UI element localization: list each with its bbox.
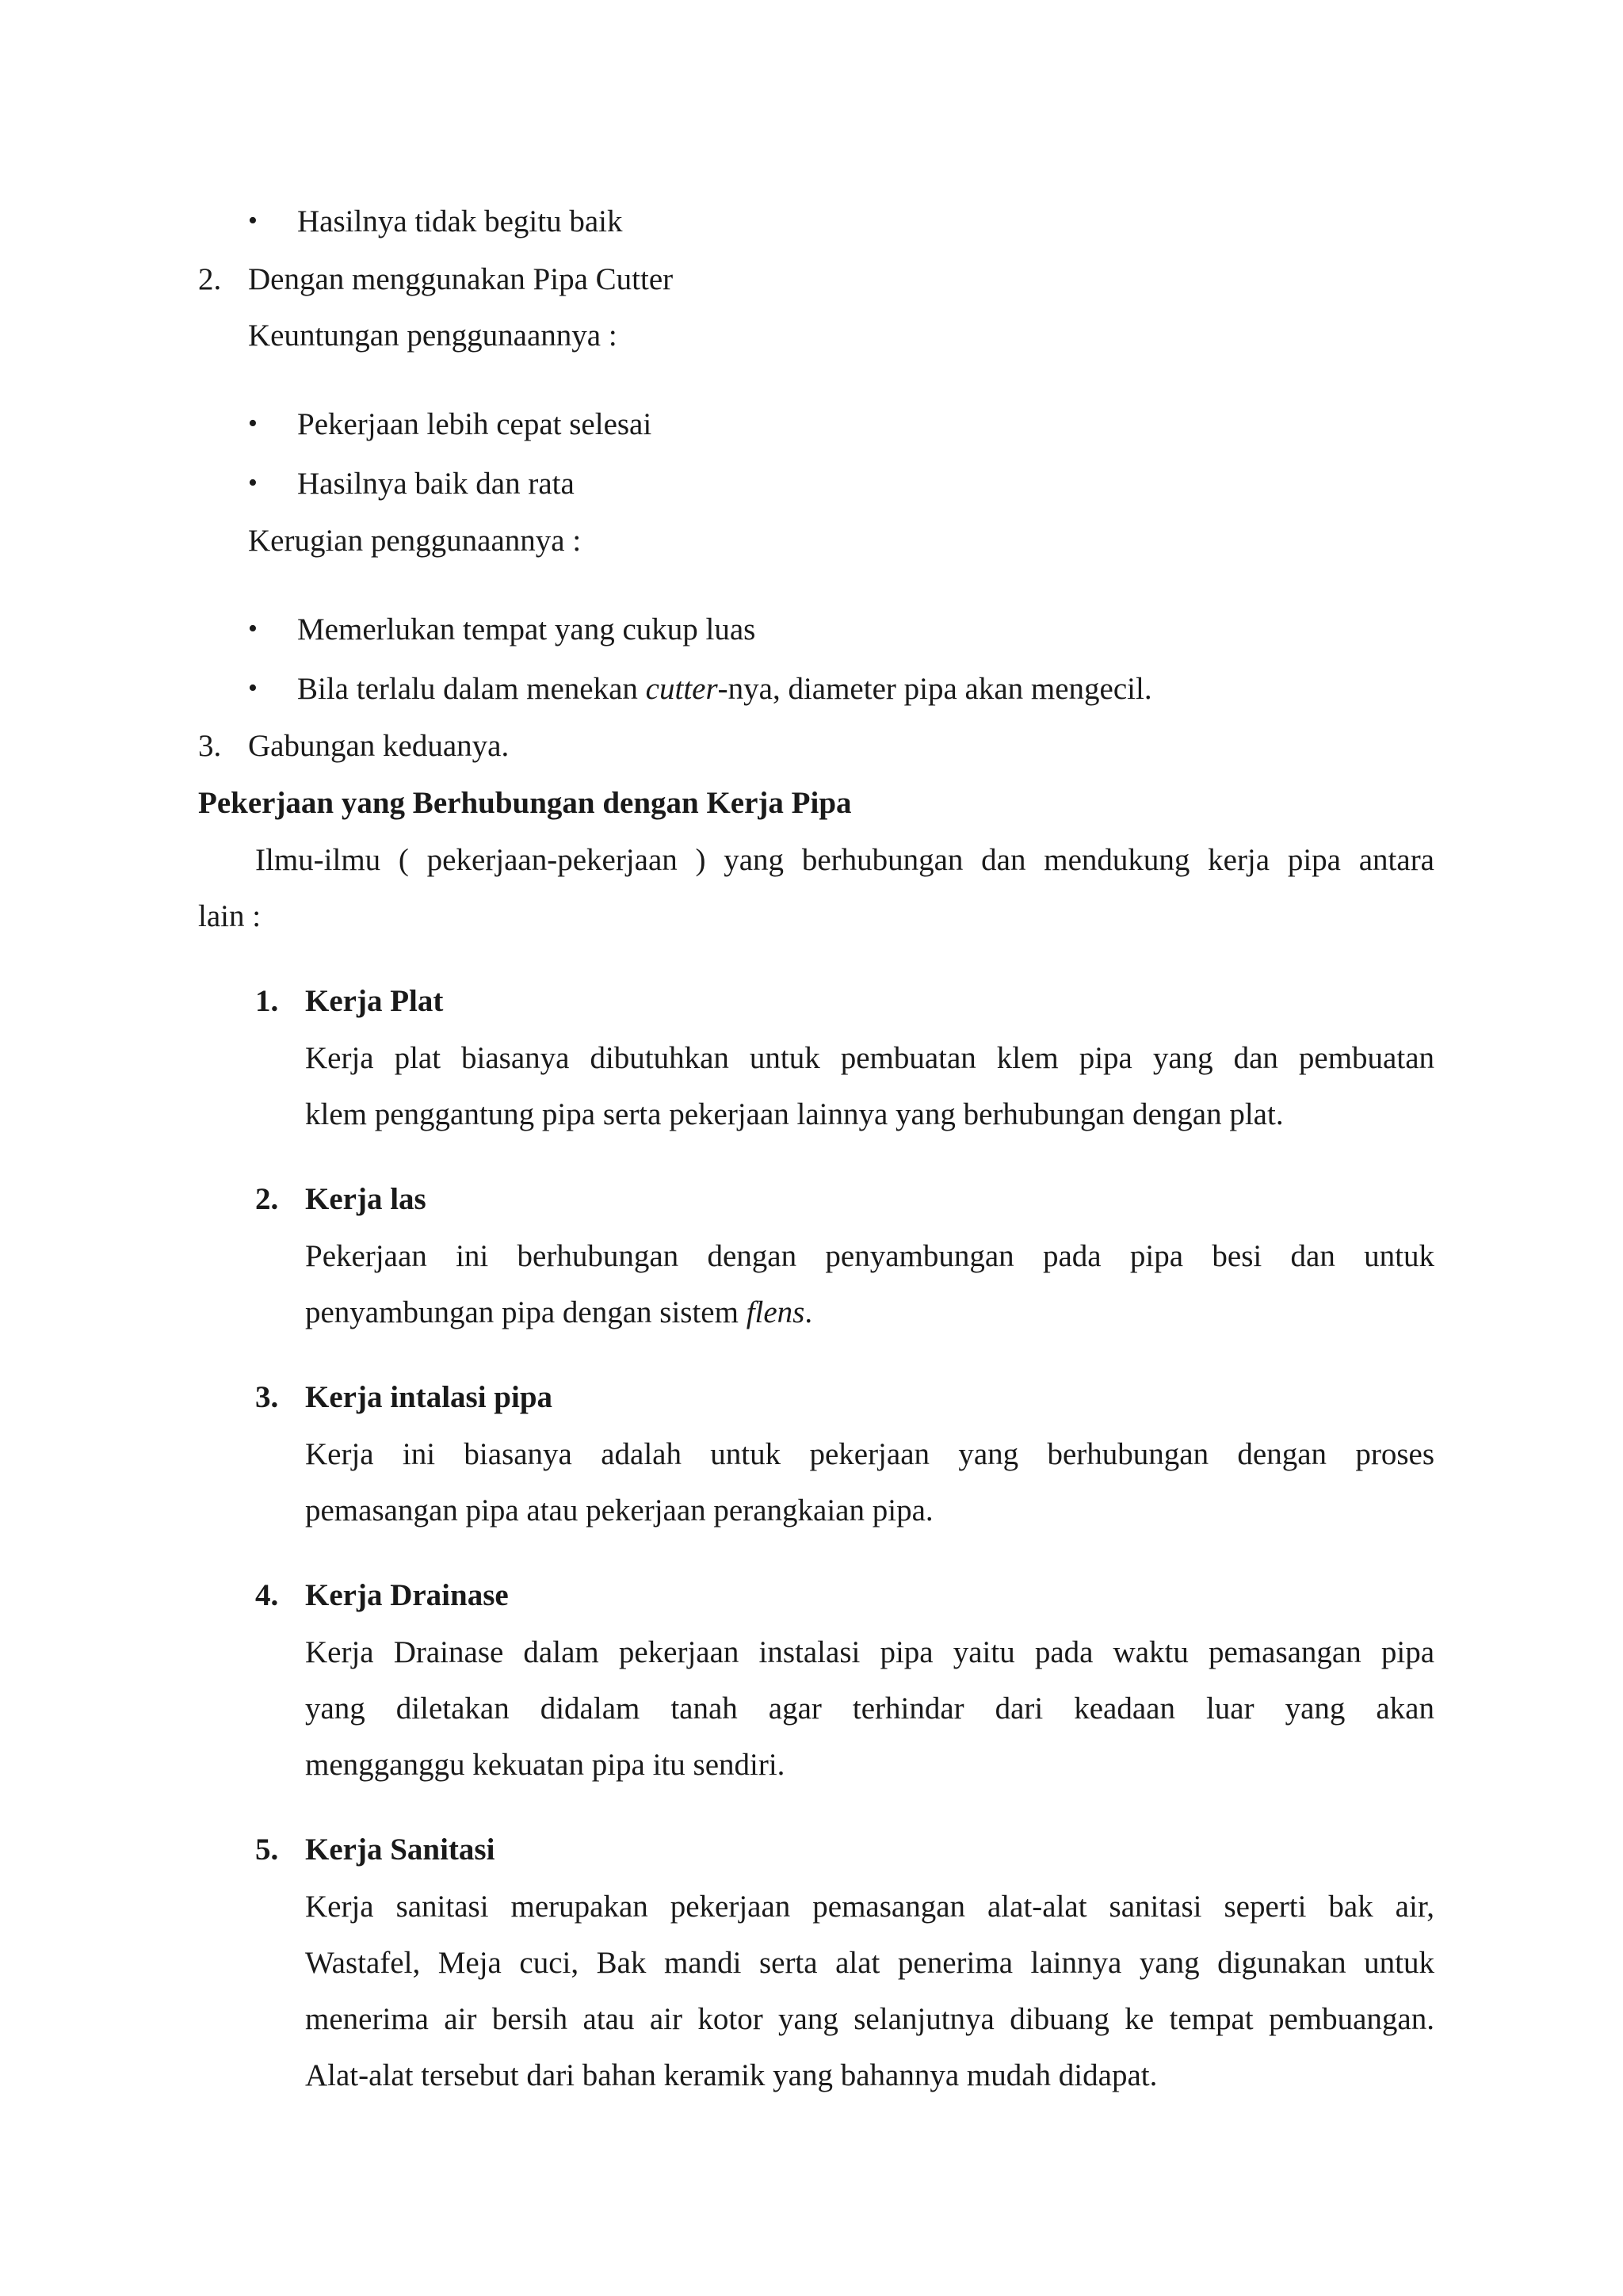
intro-paragraph-line: lain : [198, 899, 262, 933]
work-number: 5. [255, 1833, 279, 1867]
work-number: 2. [255, 1182, 279, 1216]
list-item: Pekerjaan lebih cepat selesai [297, 407, 652, 441]
sublist-label: Kerugian penggunaannya : [248, 524, 582, 558]
list-item: Memerlukan tempat yang cukup luas [297, 612, 756, 646]
work-number: 4. [255, 1578, 279, 1612]
section-heading: Pekerjaan yang Berhubungan dengan Kerja Pipa [198, 786, 852, 820]
work-title: Kerja Drainase [305, 1578, 509, 1612]
bullet-icon: • [248, 206, 258, 235]
work-text-line: Pekerjaan ini berhubungan dengan penyambungan pada pipa besi dan untuk [305, 1239, 1434, 1273]
list-item-title: Gabungan keduanya. [248, 729, 510, 763]
work-title: Kerja intalasi pipa [305, 1380, 553, 1414]
work-text-line: Alat-alat tersebut dari bahan keramik yang bahannya mudah didapat. [305, 2058, 1158, 2092]
work-text-line: Kerja ini biasanya adalah untuk pekerjaan yang berhubungan dengan proses [305, 1437, 1434, 1471]
work-text-line: menerima air bersih atau air kotor yang selanjutnya dibuang ke tempat pembuangan. [305, 2002, 1434, 2036]
work-text-line: Kerja plat biasanya dibutuhkan untuk pembuatan klem pipa yang dan pembuatan [305, 1041, 1434, 1075]
work-text-line [305, 1297, 812, 1328]
list-item: Hasilnya tidak begitu baik [297, 204, 623, 238]
text-run-italic: cutter [645, 672, 718, 706]
work-text-line: pemasangan pipa atau pekerjaan perangkaian pipa. [305, 1493, 934, 1527]
text-run: Bila terlalu dalam menekan [297, 672, 646, 706]
text-run-italic: flens [746, 1295, 805, 1329]
work-text-line: klem penggantung pipa serta pekerjaan lainnya yang berhubungan dengan plat. [305, 1097, 1284, 1131]
text-run: penyambungan pipa dengan sistem [305, 1295, 747, 1329]
work-text-line: Kerja sanitasi merupakan pekerjaan pemasangan alat-alat sanitasi seperti bak air, [305, 1890, 1434, 1924]
work-number: 3. [255, 1380, 279, 1414]
bullet-icon: • [248, 468, 258, 498]
work-text-line: Kerja Drainase dalam pekerjaan instalasi pipa yaitu pada waktu pemasangan pipa [305, 1635, 1434, 1669]
work-text-line: mengganggu kekuatan pipa itu sendiri. [305, 1748, 785, 1782]
text-run: -nya, diameter pipa akan mengecil. [717, 672, 1152, 706]
work-text-line: yang diletakan didalam tanah agar terhindar dari keadaan luar yang akan [305, 1691, 1434, 1726]
text-run: . [804, 1295, 813, 1329]
work-number: 1. [255, 984, 279, 1018]
list-item-title: Dengan menggunakan Pipa Cutter [248, 262, 674, 296]
intro-paragraph-line: Ilmu-ilmu ( pekerjaan-pekerjaan ) yang berhubungan dan mendukung kerja pipa antara [255, 843, 1434, 877]
list-item: Hasilnya baik dan rata [297, 467, 575, 501]
work-title: Kerja Sanitasi [305, 1833, 495, 1867]
sublist-label: Keuntungan penggunaannya : [248, 318, 617, 353]
bullet-icon: • [248, 409, 258, 438]
work-title: Kerja las [305, 1182, 426, 1216]
list-item [297, 673, 1152, 704]
work-title: Kerja Plat [305, 984, 444, 1018]
list-number: 3. [198, 729, 222, 763]
bullet-icon: • [248, 673, 258, 703]
bullet-icon: • [248, 614, 258, 643]
list-number: 2. [198, 262, 222, 296]
work-text-line: Wastafel, Meja cuci, Bak mandi serta alat penerima lainnya yang digunakan untuk [305, 1946, 1434, 1980]
